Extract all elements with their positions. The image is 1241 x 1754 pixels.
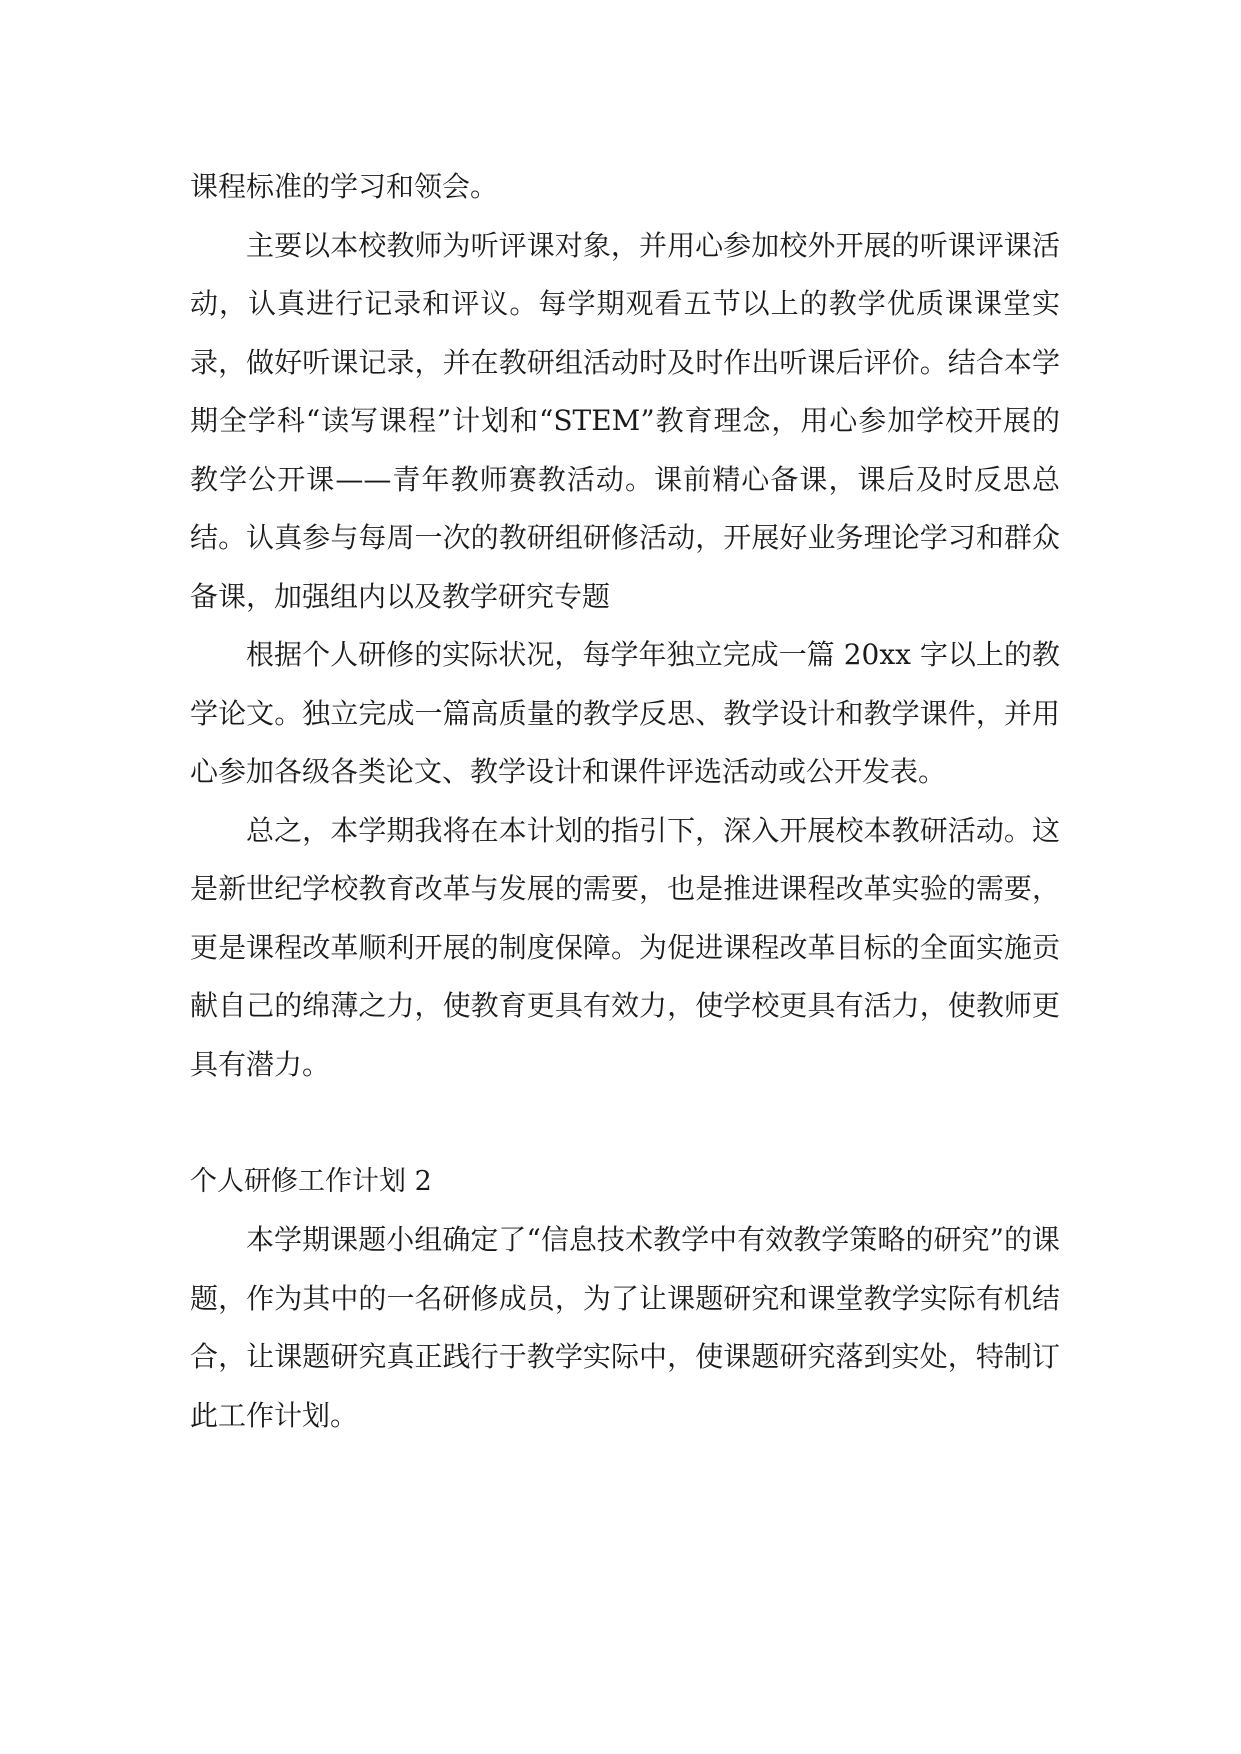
document-body (190, 158, 1060, 1445)
section-heading: 个人研修工作计划 2 (190, 1165, 432, 1197)
paragraph-research-topic: 本学期课题小组确定了“信息技术教学中有效教学策略的研究”的课题，作为其中的一名研修成员，为了让课题研究和课堂教学实际有机结合，让课题研究真正践行于教学实际中，使课题研究落到实处，特制订此工作计划。 (190, 1223, 1060, 1432)
paragraph-continuation: 课程标准的学习和领会。 (190, 170, 499, 203)
paragraph-summary: 总之，本学期我将在本计划的指引下，深入开展校本教研活动。这是新世纪学校教育改革与发展的需要，也是推进课程改革实验的需要，更是课程改革顺利开展的制度保障。为促进课程改革目标的全面实施贡献自己的绵薄之力，使教育更具有效力，使学校更具有活力，使教师更具有潜力。 (190, 813, 1060, 1081)
section-spacer (190, 1094, 1060, 1153)
paragraph-lesson-observation: 主要以本校教师为听评课对象，并用心参加校外开展的听课评课活动，认真进行记录和评议。每学期观看五节以上的教学优质课课堂实录，做好听课记录，并在教研组活动时及时作出听课后评价。结合本学期全学科“读写课程”计划和“STEM”教育理念，用心参加学校开展的教学公开课——青年教师赛教活动。课前精心备课，课后及时反思总结。认真参与每周一次的教研组研修活动，开展好业务理论学习和群众备课，加强组内以及教学研究专题 (190, 228, 1060, 613)
paragraph-paper-writing: 根据个人研修的实际状况，每学年独立完成一篇 20xx 字以上的教学论文。独立完成一篇高质量的教学反思、教学设计和教学课件，并用心参加各级各类论文、教学设计和课件评选活动或公开发表。 (190, 638, 1060, 788)
